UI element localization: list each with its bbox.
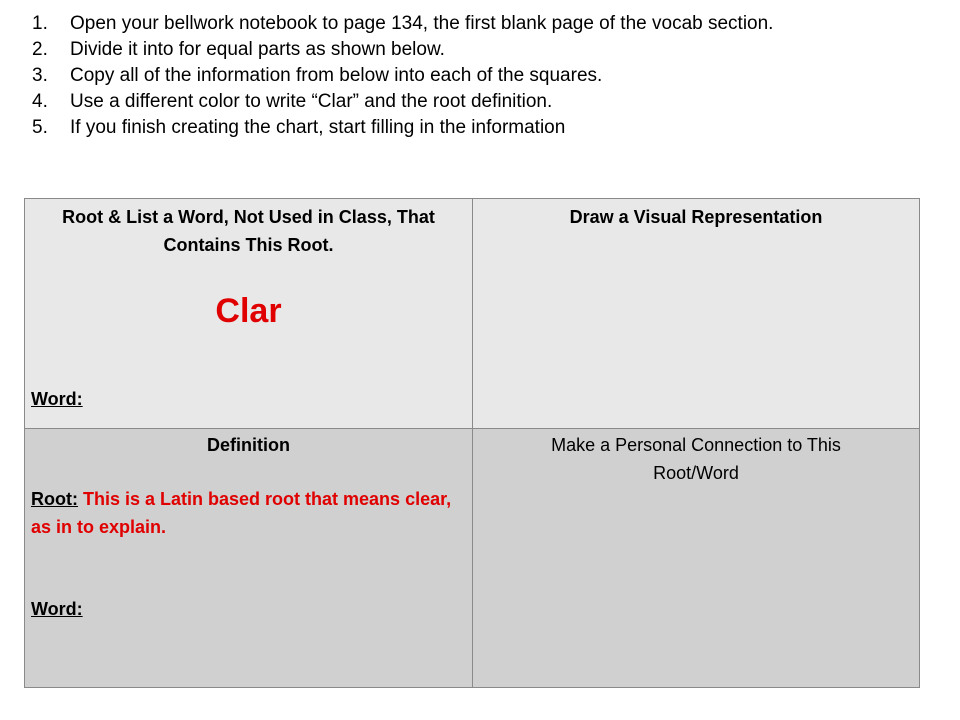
instruction-text: Open your bellwork notebook to page 134, the first blank page of the vocab section. bbox=[70, 13, 774, 34]
word-label: Word: bbox=[31, 599, 83, 619]
root-word-title: Clar bbox=[215, 292, 282, 330]
root-definition-text: This is a Latin based root that means clear, as in to explain. bbox=[31, 489, 452, 537]
instruction-number: 4. bbox=[32, 91, 48, 112]
instruction-number: 2. bbox=[32, 39, 48, 60]
instruction-item bbox=[32, 37, 832, 63]
instruction-item bbox=[32, 63, 832, 89]
instruction-number: 3. bbox=[32, 65, 48, 86]
instruction-item bbox=[32, 115, 832, 141]
instruction-text: Use a different color to write “Clar” and the root definition. bbox=[70, 91, 553, 112]
instruction-item bbox=[32, 11, 832, 37]
root-definition bbox=[31, 485, 462, 541]
instruction-number: 1. bbox=[32, 13, 48, 34]
word-label: Word: bbox=[31, 389, 83, 409]
root-word-heading: Root & List a Word, Not Used in Class, That Contains This Root. bbox=[62, 207, 435, 255]
personal-connection-heading: Make a Personal Connection to This Root/Word bbox=[551, 435, 841, 483]
visual-representation-heading: Draw a Visual Representation bbox=[569, 207, 823, 227]
root-word-cell bbox=[25, 199, 473, 429]
instruction-text: Copy all of the information from below into each of the squares. bbox=[70, 65, 603, 86]
instruction-text: If you finish creating the chart, start filling in the information bbox=[70, 117, 566, 138]
definition-heading: Definition bbox=[207, 435, 290, 455]
root-label: Root: bbox=[31, 489, 78, 509]
instruction-number: 5. bbox=[32, 117, 48, 138]
visual-representation-cell bbox=[473, 199, 919, 429]
personal-connection-cell bbox=[473, 429, 919, 687]
instruction-item bbox=[32, 89, 832, 115]
instruction-list bbox=[32, 11, 832, 141]
vocab-chart bbox=[24, 198, 920, 688]
definition-cell bbox=[25, 429, 473, 687]
instruction-text: Divide it into for equal parts as shown below. bbox=[70, 39, 445, 60]
